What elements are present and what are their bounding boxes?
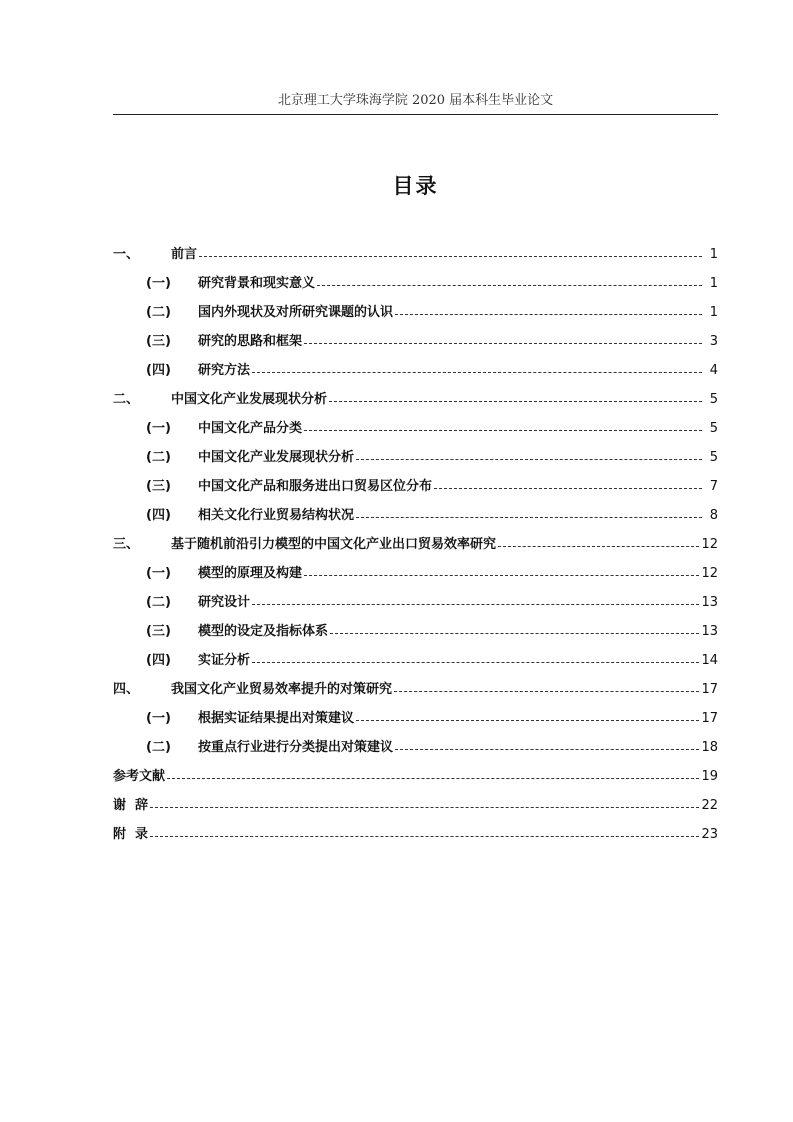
toc-entry[interactable] [113,269,718,298]
toc-page-number: 12 [701,565,718,581]
toc-page-number: 12 [701,536,718,552]
toc-entry-label: 研究方法 [198,362,251,378]
toc-entry[interactable] [113,791,718,820]
toc-entry-number: (二) [146,449,171,465]
toc-dot-leader [150,836,699,837]
toc-entry-number: (一) [146,565,171,581]
toc-page-number: 3 [709,333,718,349]
toc-entry-label: 模型的设定及指标体系 [198,623,329,639]
toc-dot-leader [252,604,699,605]
toc-entry-label: 模型的原理及构建 [198,565,303,581]
toc-dot-leader [252,662,699,663]
toc-entry-number: (三) [146,333,171,349]
toc-page-number: 8 [709,507,718,523]
toc-entry-number: (三) [146,478,171,494]
toc-page-number: 17 [701,710,718,726]
toc-entry-label: 基于随机前沿引力模型的中国文化产业出口贸易效率研究 [171,536,497,552]
table-of-contents [113,240,718,849]
toc-entry[interactable] [113,820,718,849]
toc-dot-leader [498,546,699,547]
toc-dot-leader [167,778,699,779]
toc-page-number: 22 [701,797,718,813]
toc-page-number: 23 [701,826,718,842]
toc-dot-leader [304,430,702,431]
toc-entry[interactable] [113,472,718,501]
toc-entry-number: (二) [146,739,171,755]
toc-entry[interactable] [113,617,718,646]
toc-page-number: 5 [709,420,718,436]
toc-entry-label: 研究的思路和框架 [198,333,303,349]
toc-entry-number: 四、 [113,681,140,697]
toc-dot-leader [395,314,702,315]
toc-page-number: 13 [701,594,718,610]
toc-entry-label: 前言 [171,246,198,262]
toc-entry-label: 国内外现状及对所研究课题的认识 [198,304,394,320]
toc-dot-leader [150,807,699,808]
toc-page-number: 19 [701,768,718,784]
toc-dot-leader [330,633,699,634]
toc-entry[interactable] [113,588,718,617]
toc-entry-number: (二) [146,594,171,610]
toc-entry[interactable] [113,414,718,443]
toc-page-number: 4 [709,362,718,378]
toc-page-number: 7 [709,478,718,494]
running-header: 北京理工大学珠海学院 2020 届本科生毕业论文 [277,93,554,108]
toc-entry[interactable] [113,356,718,385]
toc-dot-leader [252,372,702,373]
toc-entry-number: (一) [146,275,171,291]
toc-page-number: 18 [701,739,718,755]
toc-entry-label: 研究设计 [198,594,251,610]
toc-dot-leader [304,343,702,344]
toc-page-number: 5 [709,449,718,465]
toc-dot-leader [356,720,699,721]
toc-entry-label: 中国文化产品分类 [198,420,303,436]
toc-entry-number: (四) [146,507,171,523]
toc-page-number: 17 [701,681,718,697]
toc-entry[interactable] [113,443,718,472]
toc-page-number: 14 [701,652,718,668]
toc-page-number: 1 [709,275,718,291]
toc-entry[interactable] [113,675,718,704]
toc-entry-label: 谢 辞 [113,797,149,813]
toc-entry-number: (四) [146,362,171,378]
toc-entry-number: (一) [146,710,171,726]
toc-entry-number: (二) [146,304,171,320]
toc-entry[interactable] [113,240,718,269]
toc-entry[interactable] [113,327,718,356]
toc-dot-leader [395,749,699,750]
toc-entry[interactable] [113,501,718,530]
toc-entry[interactable] [113,762,718,791]
toc-entry-number: 二、 [113,391,140,407]
toc-entry[interactable] [113,733,718,762]
toc-entry[interactable] [113,559,718,588]
toc-page-number: 5 [709,391,718,407]
toc-entry-label: 按重点行业进行分类提出对策建议 [198,739,394,755]
toc-entry-label: 附 录 [113,826,149,842]
toc-entry[interactable] [113,298,718,327]
toc-entry[interactable] [113,704,718,733]
toc-entry-number: (一) [146,420,171,436]
toc-dot-leader [317,285,702,286]
toc-entry-number: (三) [146,623,171,639]
toc-entry-number: 一、 [113,246,140,262]
header-divider [113,114,718,115]
toc-page-number: 1 [709,246,718,262]
toc-entry[interactable] [113,646,718,675]
toc-entry[interactable] [113,385,718,414]
toc-entry-label: 参考文献 [113,768,166,784]
toc-dot-leader [434,488,702,489]
toc-entry-number: (四) [146,652,171,668]
toc-dot-leader [356,517,702,518]
toc-entry-label: 相关文化行业贸易结构状况 [198,507,355,523]
page-title: 目录 [392,174,439,198]
toc-dot-leader [199,256,702,257]
toc-dot-leader [394,691,699,692]
toc-dot-leader [329,401,702,402]
toc-entry-label: 研究背景和现实意义 [198,275,316,291]
toc-page-number: 13 [701,623,718,639]
toc-entry-number: 三、 [113,536,140,552]
toc-page-number: 1 [709,304,718,320]
toc-entry-label: 中国文化产品和服务进出口贸易区位分布 [198,478,433,494]
toc-entry-label: 实证分析 [198,652,251,668]
toc-entry-label: 中国文化产业发展现状分析 [198,449,355,465]
toc-entry-label: 中国文化产业发展现状分析 [171,391,328,407]
toc-dot-leader [304,575,699,576]
toc-dot-leader [356,459,702,460]
toc-entry[interactable] [113,530,718,559]
toc-entry-label: 我国文化产业贸易效率提升的对策研究 [171,681,393,697]
toc-entry-label: 根据实证结果提出对策建议 [198,710,355,726]
